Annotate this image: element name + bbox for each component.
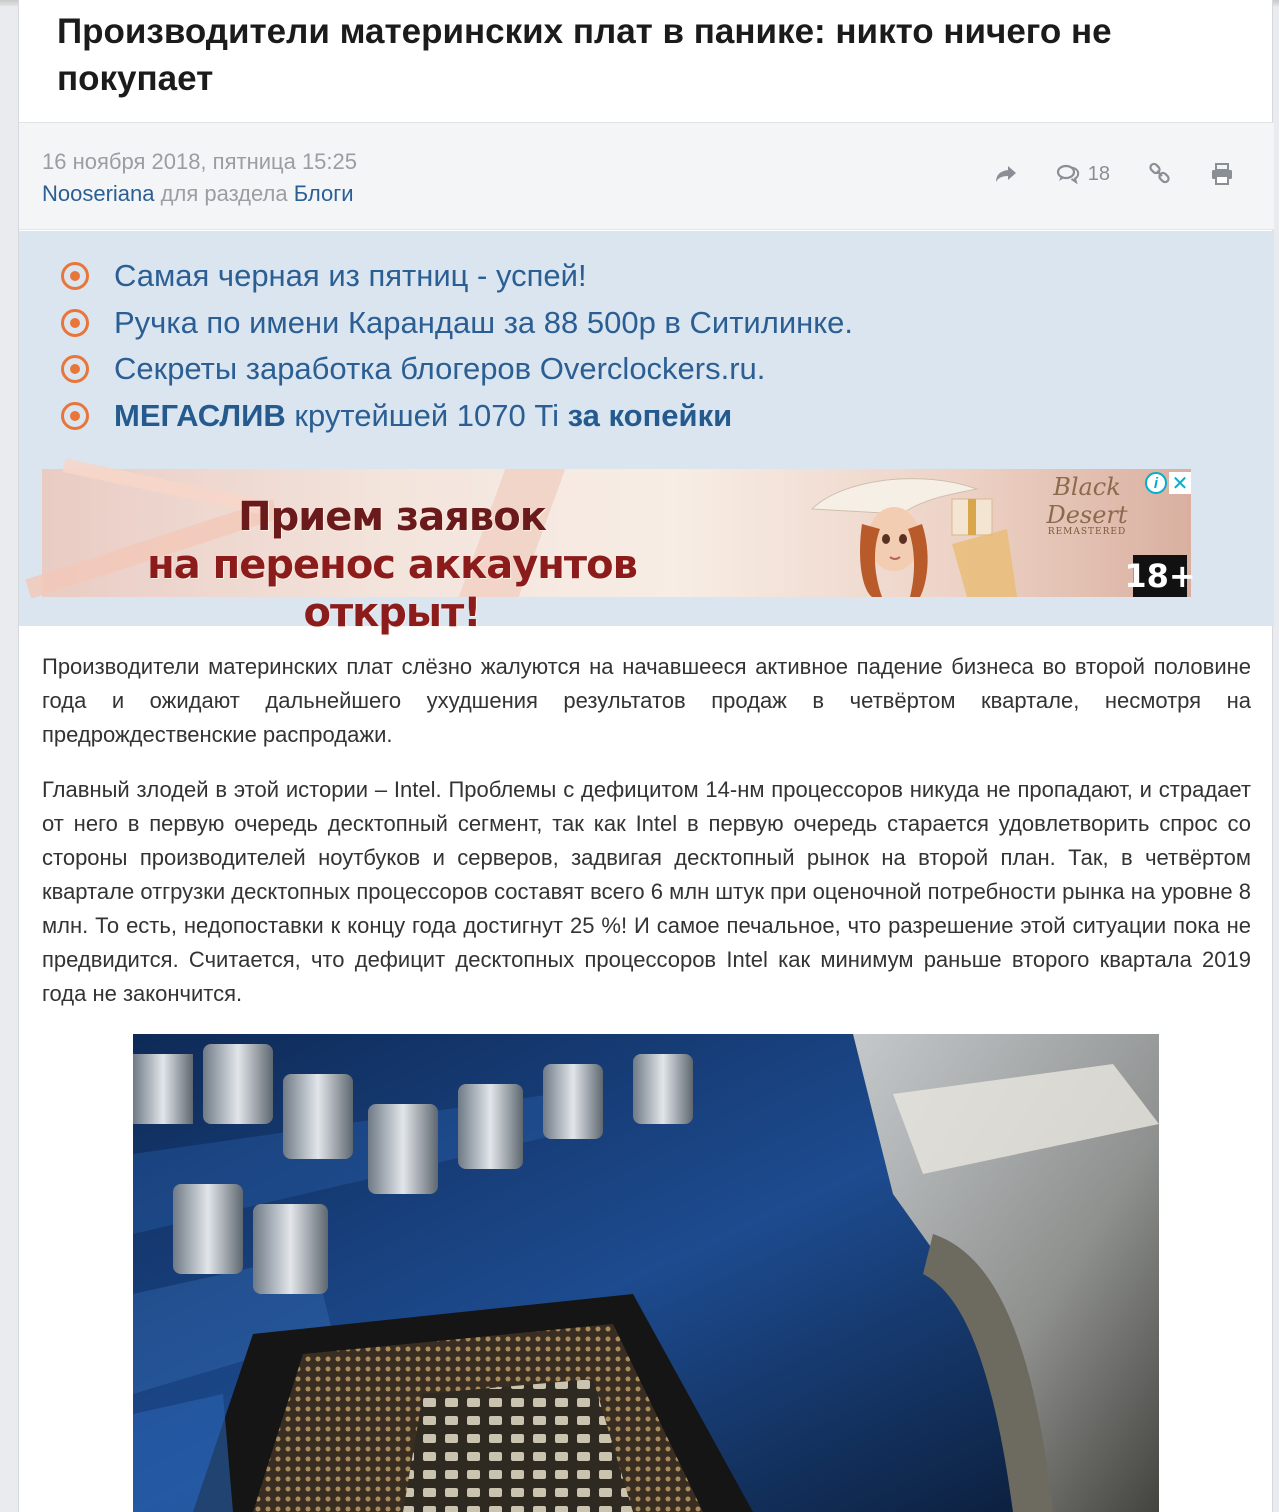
ad-logo xyxy=(1027,473,1147,537)
bullet-icon xyxy=(61,262,89,290)
article-paragraph: Производители материнских плат слёзно жалуются на начавшееся активное падение бизнеса во второй половине года и ожидают дальнейшего ухудшения результатов продаж в четвёртом квартале, несмотря на предрождественские распродажи. xyxy=(42,654,1251,747)
section-prefix: для раздела xyxy=(160,181,288,206)
promo-link[interactable] xyxy=(114,398,732,434)
bullet-icon xyxy=(61,309,89,337)
print-icon xyxy=(1210,163,1234,185)
link-button[interactable] xyxy=(1148,162,1172,186)
link-icon xyxy=(1148,162,1172,186)
promo-list xyxy=(61,253,853,439)
comments-icon xyxy=(1056,163,1080,185)
print-button[interactable] xyxy=(1210,163,1234,185)
promo-item[interactable] xyxy=(61,253,853,300)
comments-button[interactable] xyxy=(1056,163,1110,186)
promo-bold-1: МЕГАСЛИВ xyxy=(114,397,286,433)
article-title: Производители материнских плат в панике: никто ничего не покупает xyxy=(57,12,1112,98)
promo-item[interactable] xyxy=(61,346,853,393)
promo-item[interactable] xyxy=(61,393,853,440)
article-meta xyxy=(19,122,1274,230)
article-actions xyxy=(956,159,1234,189)
bullet-icon xyxy=(61,402,89,430)
ad-headline xyxy=(82,493,702,637)
promo-link[interactable]: Самая черная из пятниц - успей! xyxy=(114,258,587,294)
promo-item[interactable] xyxy=(61,300,853,347)
promo-block xyxy=(19,231,1274,636)
author-link[interactable]: Nooseriana xyxy=(42,181,155,206)
share-button[interactable] xyxy=(994,164,1018,184)
article-byline xyxy=(42,181,354,207)
section-link[interactable]: Блоги xyxy=(293,181,354,206)
ad-line-1: Прием заявок xyxy=(238,494,546,540)
article-card xyxy=(18,0,1273,1512)
promo-bold-2: за копейки xyxy=(567,397,733,433)
article-body xyxy=(42,650,1251,1032)
ad-banner[interactable] xyxy=(42,469,1196,636)
age-rating-badge: 18+ xyxy=(1124,557,1196,595)
promo-mid: крутейшей 1070 Ti xyxy=(285,397,568,433)
ad-logo-text: Black Desert xyxy=(1046,473,1128,529)
ad-line-2: на перенос аккаунтов открыт! xyxy=(147,542,637,636)
ad-info-icon[interactable]: i xyxy=(1145,472,1167,494)
share-icon xyxy=(994,164,1018,184)
promo-link[interactable]: Секреты заработка блогеров Overclockers.ru. xyxy=(114,351,766,387)
ad-character-illustration xyxy=(802,469,1032,597)
bullet-icon xyxy=(61,355,89,383)
article-paragraph: Главный злодей в этой истории – Intel. Проблемы с дефицитом 14-нм процессоров никуда не пропадают, и страдает от него в первую очередь десктопный сегмент, так как Intel в первую очередь старается удовлетворить спрос со стороны производителей ноутбуков и серверов, задвигая десктопный рынок на второй план. Так, в четвёртом квартале отгрузки десктопных процессоров составят всего 6 млн штук при оценочной потребности рынка на уровне 8 млн. То есть, недопоставки к концу года достигнут 25 %! И самое печальное, что разрешение этой ситуации пока не предвидится. Считается, что дефицит десктопных процессоров Intel как минимум раньше второго квартала 2019 года не закончится. xyxy=(42,777,1251,1006)
comments-count: 18 xyxy=(1087,162,1110,185)
promo-link[interactable]: Ручка по имени Карандаш за 88 500р в Ситилинке. xyxy=(114,304,854,340)
ad-logo-sub: REMASTERED xyxy=(1047,527,1127,537)
article-date: 16 ноября 2018, пятница 15:25 xyxy=(42,149,358,174)
ad-close-icon[interactable]: ✕ xyxy=(1169,472,1191,494)
article-image xyxy=(133,1034,1159,1512)
